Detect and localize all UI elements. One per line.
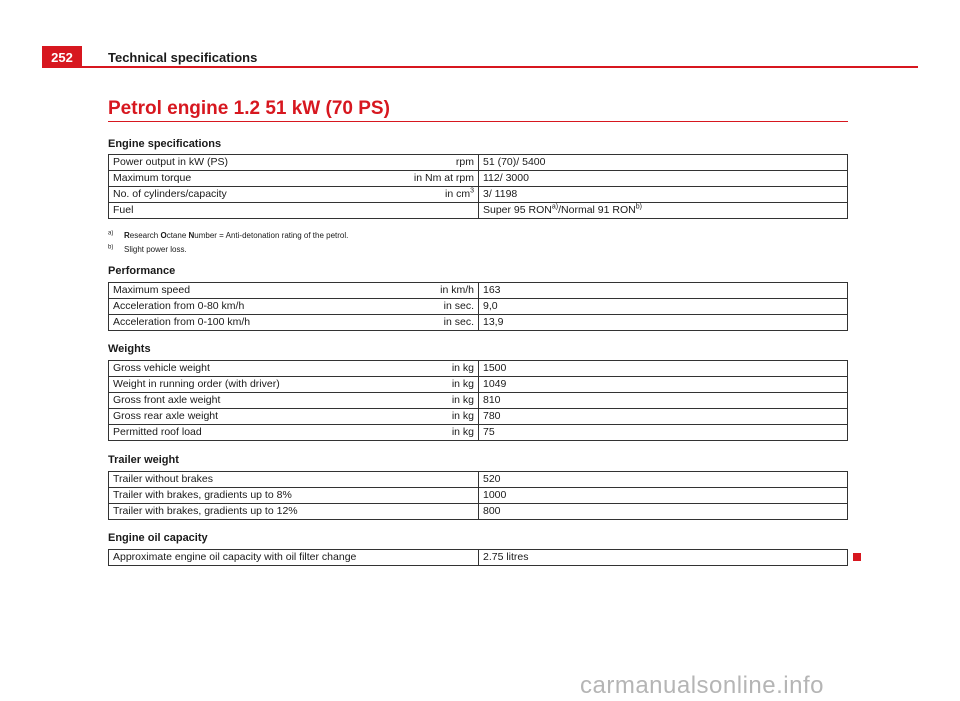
table-row (109, 393, 848, 409)
row-value: 520 (479, 472, 848, 488)
row-value: 1500 (479, 361, 848, 377)
table-row (109, 550, 848, 566)
row-label: No. of cylinders/capacity (113, 188, 227, 200)
row-label: Gross rear axle weight (113, 410, 219, 422)
table-row (109, 377, 848, 393)
row-value: 13,9 (479, 315, 848, 331)
table-row (109, 472, 848, 488)
row-value (479, 203, 848, 219)
row-label: Power output in kW (PS) (113, 156, 228, 168)
row-label: Gross front axle weight (113, 394, 221, 406)
footnote-mark: a) (108, 230, 114, 237)
watermark: carmanualsonline.info (580, 672, 824, 699)
header-rule (82, 66, 918, 68)
footnote-initial: O (160, 231, 167, 240)
row-label: Trailer with brakes, gradients up to 12% (109, 504, 479, 520)
footnote-text: esearch (129, 231, 161, 240)
running-header: Technical specifications (108, 50, 258, 65)
row-value: 9,0 (479, 299, 848, 315)
row-label: Acceleration from 0-80 km/h (113, 300, 245, 312)
table-row (109, 299, 848, 315)
row-unit: in sec. (443, 300, 474, 312)
table-row (109, 171, 848, 187)
row-label: Maximum torque (113, 172, 192, 184)
row-unit: in kg (451, 394, 474, 406)
row-unit: in kg (451, 378, 474, 390)
footnote-ref-b: b) (635, 203, 642, 211)
row-label: Acceleration from 0-100 km/h (113, 316, 251, 328)
oil-capacity-table (108, 549, 848, 566)
footnote-initial: N (188, 231, 195, 240)
footnote-mark: b) (108, 244, 114, 251)
row-value: 1049 (479, 377, 848, 393)
row-value: 810 (479, 393, 848, 409)
table-row (109, 425, 848, 441)
row-value: 51 (70)/ 5400 (479, 155, 848, 171)
table-row (109, 187, 848, 203)
footnotes (108, 229, 348, 257)
footnote-initial: R (124, 231, 130, 240)
row-value: 163 (479, 283, 848, 299)
row-label: Permitted roof load (113, 426, 202, 438)
table-row (109, 488, 848, 504)
engine-specs-heading: Engine specifications (108, 138, 222, 150)
table-row (109, 504, 848, 520)
unit-superscript: 3 (470, 187, 474, 195)
section-end-icon (853, 553, 861, 561)
trailer-weight-table (108, 471, 848, 520)
row-label: Gross vehicle weight (113, 362, 210, 374)
footnote-text: ctane (166, 231, 189, 240)
row-label: Trailer without brakes (109, 472, 479, 488)
row-value: 1000 (479, 488, 848, 504)
row-unit: in kg (451, 362, 474, 374)
trailer-weight-heading: Trailer weight (108, 454, 179, 466)
oil-capacity-heading: Engine oil capacity (108, 532, 208, 544)
weights-heading: Weights (108, 343, 151, 355)
row-label: Fuel (113, 204, 134, 216)
footnote-text: Slight power loss. (124, 245, 187, 254)
row-unit: in kg (451, 426, 474, 438)
row-label: Maximum speed (113, 284, 191, 296)
weights-table (108, 360, 848, 441)
row-label: Approximate engine oil capacity with oil filter change (109, 550, 479, 566)
row-unit: in Nm at rpm (413, 172, 474, 184)
row-unit: in km/h (440, 284, 474, 296)
engine-specs-table (108, 154, 848, 219)
row-value: 2.75 litres (479, 550, 848, 566)
fuel-value-b: /Normal 91 RON (558, 204, 636, 216)
row-unit: rpm (455, 156, 474, 168)
table-row (109, 203, 848, 219)
row-unit (445, 187, 474, 202)
row-unit: in kg (451, 410, 474, 422)
row-unit: in sec. (443, 316, 474, 328)
title-rule (108, 121, 848, 122)
row-value: 112/ 3000 (479, 171, 848, 187)
footnote-a (108, 229, 348, 243)
unit-text: in cm (445, 188, 471, 200)
footnote-b (108, 243, 348, 257)
table-row (109, 155, 848, 171)
page-number: 252 (42, 46, 82, 68)
performance-heading: Performance (108, 265, 176, 277)
performance-table (108, 282, 848, 331)
footnote-ref-a: a) (551, 203, 559, 211)
table-row (109, 361, 848, 377)
table-row (109, 315, 848, 331)
row-value: 800 (479, 504, 848, 520)
row-value: 75 (479, 425, 848, 441)
row-label: Trailer with brakes, gradients up to 8% (109, 488, 479, 504)
page-title: Petrol engine 1.2 51 kW (70 PS) (108, 98, 390, 119)
table-row (109, 409, 848, 425)
row-value: 780 (479, 409, 848, 425)
footnote-text: umber = Anti-detonation rating of the petrol. (194, 231, 349, 240)
fuel-value-a: Super 95 RON (483, 204, 552, 216)
row-value: 3/ 1198 (479, 187, 848, 203)
table-row (109, 283, 848, 299)
row-label: Weight in running order (with driver) (113, 378, 280, 390)
